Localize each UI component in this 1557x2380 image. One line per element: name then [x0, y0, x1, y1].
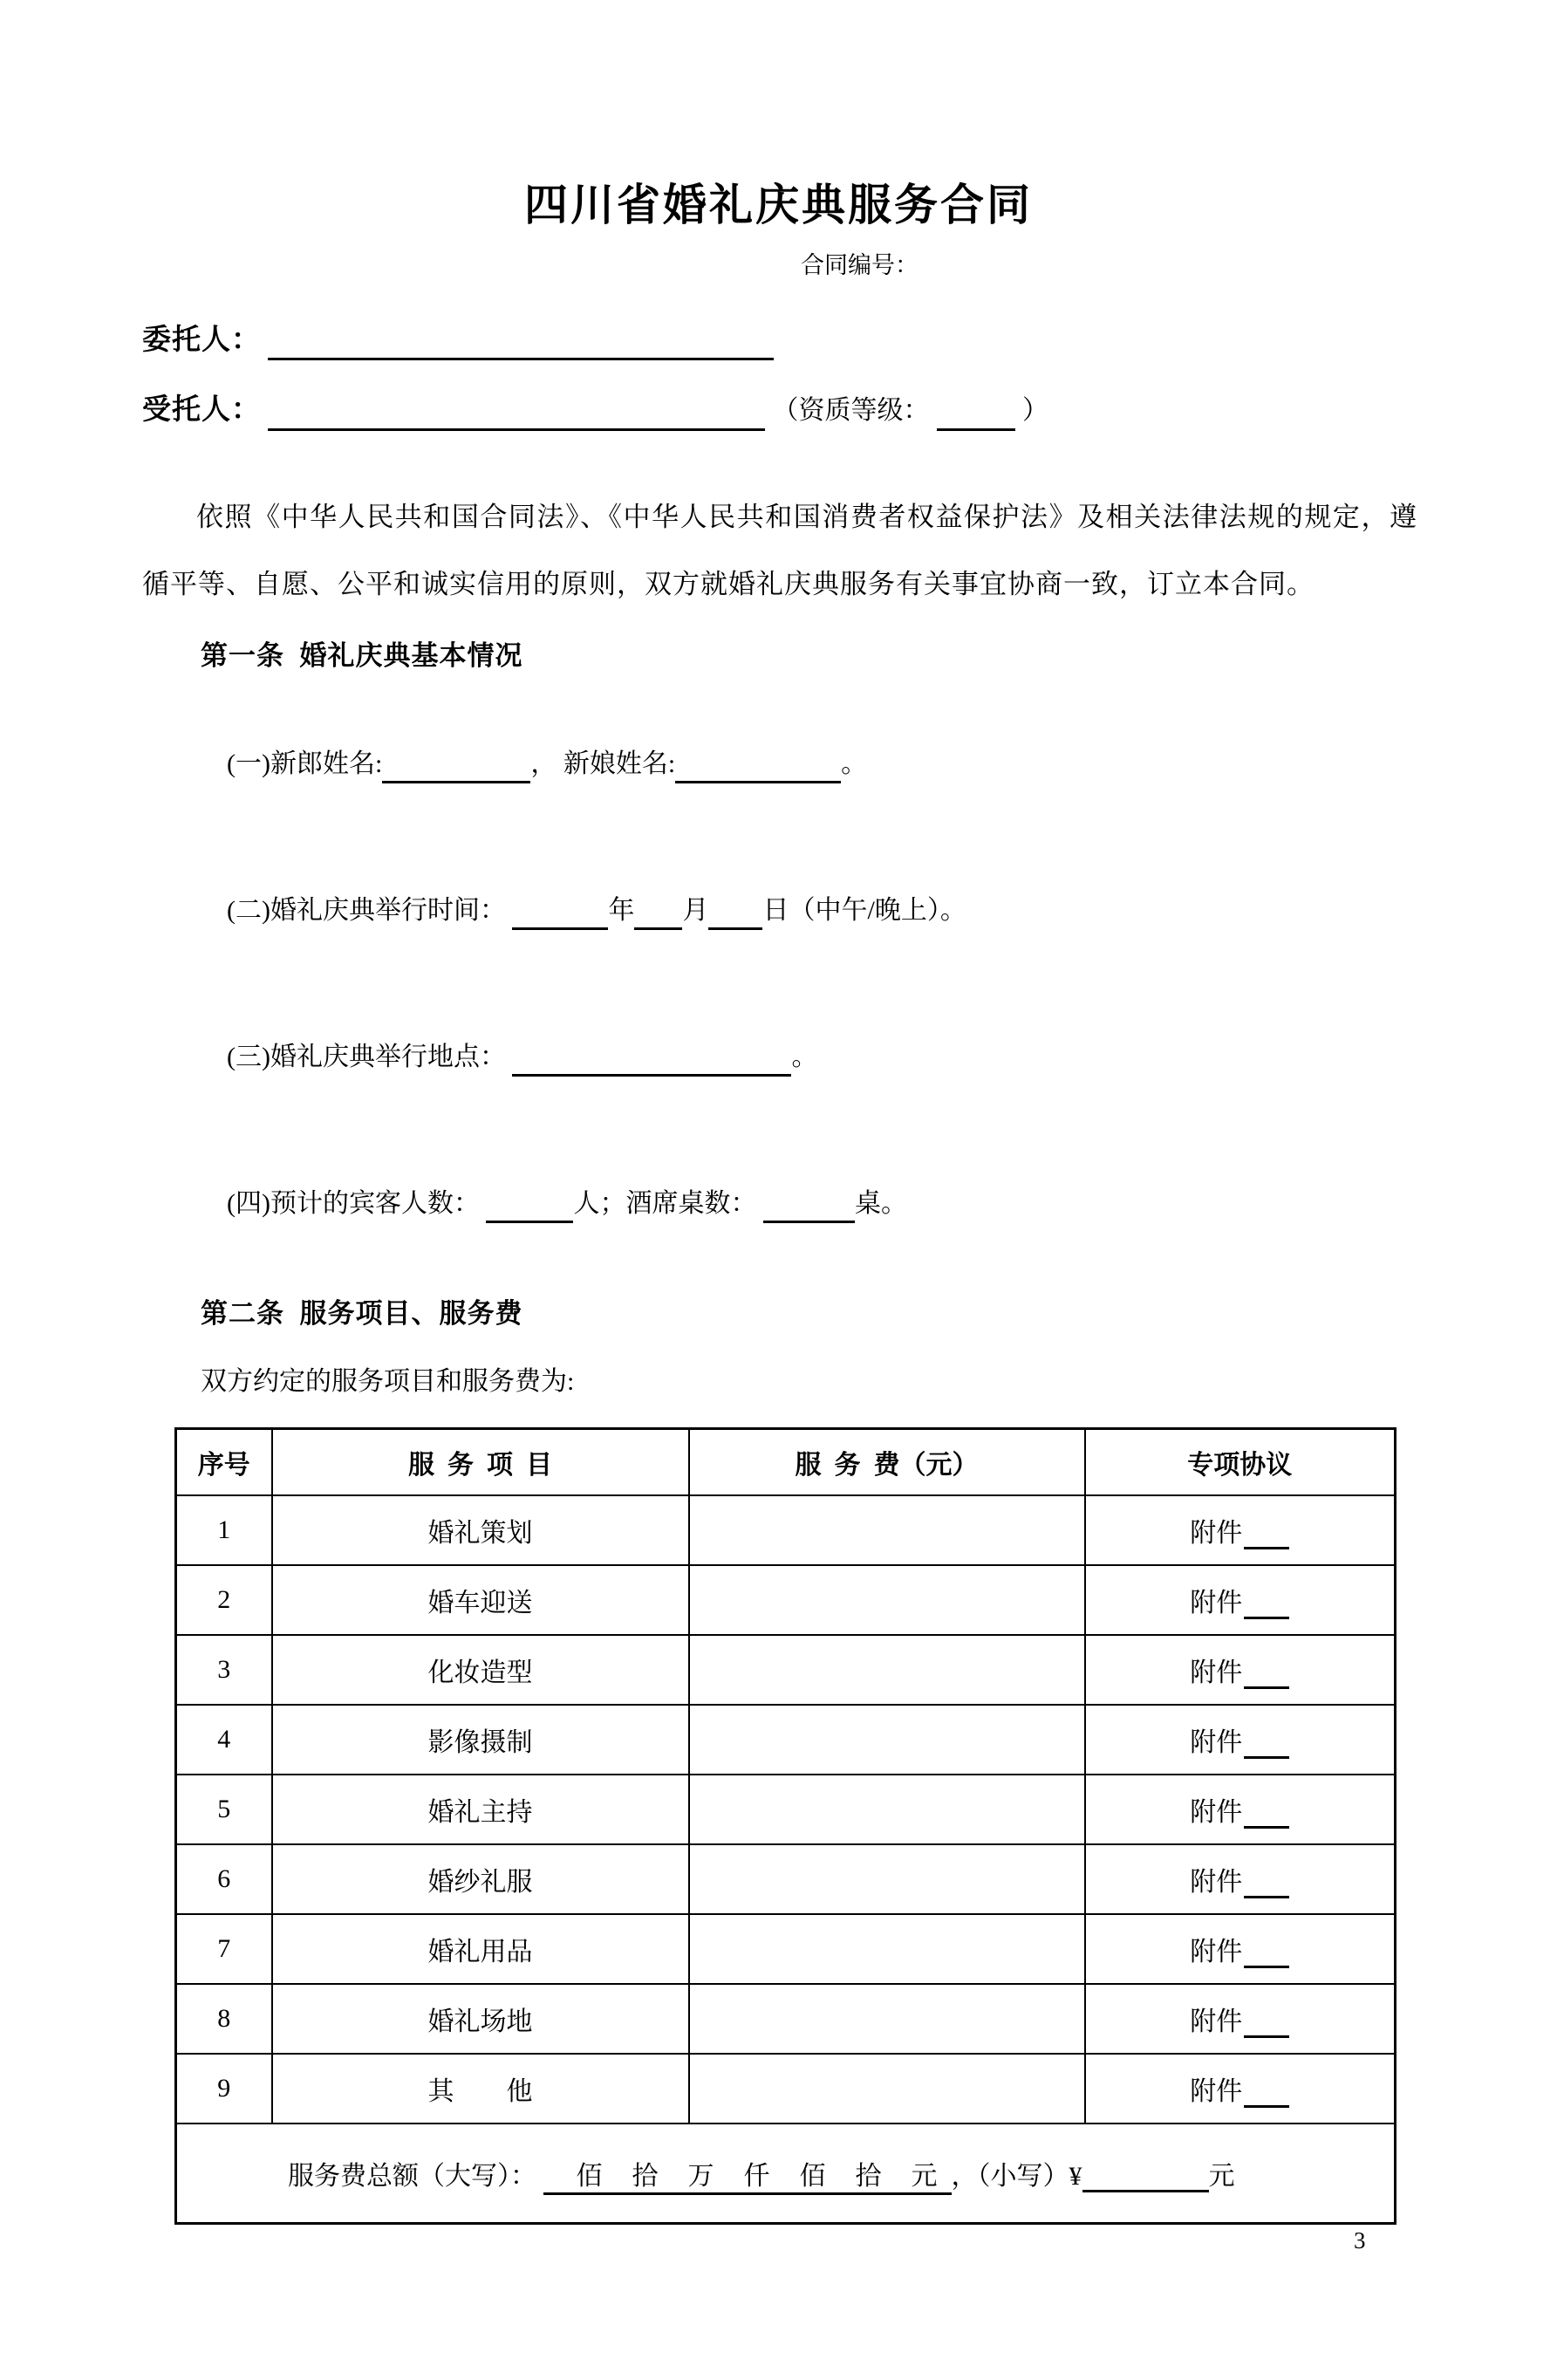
- attachment-number-blank: [1244, 1940, 1289, 1968]
- header-service-item: 服 务 项 目: [272, 1429, 689, 1495]
- row-item: 婚车迎送: [272, 1565, 689, 1635]
- row-item: 影像摄制: [272, 1705, 689, 1775]
- total-prefix: 服务费总额（大写）：: [288, 2161, 543, 2191]
- total-middle: ，（小写）¥: [951, 2161, 1082, 2191]
- item4-end: 桌。: [854, 1189, 907, 1218]
- row-fee: [689, 1635, 1085, 1705]
- attachment-label: 附件: [1190, 1797, 1243, 1827]
- item4-tables-label: 人；酒席桌数：: [573, 1189, 763, 1218]
- article1-heading: 第一条 婚礼庆典基本情况: [201, 640, 523, 671]
- row-fee: [689, 1495, 1085, 1565]
- item3-period: 。: [791, 1043, 818, 1071]
- attachment-number-blank: [1244, 1591, 1289, 1619]
- table-row: [176, 1984, 1396, 2054]
- item4-guests-label: (四)预计的宾客人数：: [227, 1189, 487, 1218]
- row-item: 婚礼用品: [272, 1914, 689, 1984]
- article2-lead: 双方约定的服务项目和服务费为:: [201, 1367, 575, 1396]
- row-agreement: [1085, 1984, 1396, 2054]
- table-header-row: [176, 1429, 1396, 1495]
- table-row: [176, 1495, 1396, 1565]
- row-fee: [689, 1705, 1085, 1775]
- client-label: 委托人：: [142, 325, 261, 356]
- table-row: [176, 2054, 1396, 2124]
- attachment-label: 附件: [1190, 1588, 1243, 1617]
- day-blank: [708, 903, 762, 931]
- row-agreement: [1085, 1705, 1396, 1775]
- bride-name-blank: [675, 756, 841, 784]
- row-agreement: [1085, 1914, 1396, 1984]
- attachment-number-blank: [1244, 1731, 1289, 1759]
- row-item: 化妆造型: [272, 1635, 689, 1705]
- attachment-label: 附件: [1190, 2076, 1243, 2106]
- article1-item4: [201, 1146, 1557, 1262]
- attachment-label: 附件: [1190, 1727, 1243, 1757]
- total-amount-capital-blank: 佰 拾 万 仟 佰 拾 元: [543, 2162, 952, 2195]
- attachment-label: 附件: [1190, 1658, 1243, 1687]
- attachment-number-blank: [1244, 2010, 1289, 2038]
- row-agreement: [1085, 1635, 1396, 1705]
- row-fee: [689, 1914, 1085, 1984]
- attachment-number-blank: [1244, 2080, 1289, 2108]
- table-row: [176, 1775, 1396, 1844]
- place-blank: [512, 1050, 791, 1077]
- contract-number-label: 合同编号：: [801, 252, 918, 278]
- header-no: 序号: [176, 1429, 272, 1495]
- row-no: 6: [176, 1844, 272, 1914]
- table-row: [176, 1635, 1396, 1705]
- month-blank: [634, 903, 682, 931]
- attachment-number-blank: [1244, 1661, 1289, 1689]
- row-no: 4: [176, 1705, 272, 1775]
- total-fee-row: [176, 2124, 1396, 2224]
- attachment-number-blank: [1244, 1522, 1289, 1549]
- header-special-agreement: 专项协议: [1085, 1429, 1396, 1495]
- preamble-paragraph: 依照《中华人民共和国合同法》、《中华人民共和国消费者权益保护法》及相关法律法规的规定，遵循平等、自愿、公平和诚实信用的原则，双方就婚礼庆典服务有关事宜协商一致，订立本合同。: [142, 502, 1417, 599]
- row-fee: [689, 1844, 1085, 1914]
- row-item: 婚纱礼服: [272, 1844, 689, 1914]
- item1-groom-label: (一)新郎姓名:: [227, 749, 383, 778]
- row-agreement: [1085, 1495, 1396, 1565]
- row-no: 1: [176, 1495, 272, 1565]
- row-fee: [689, 2054, 1085, 2124]
- row-no: 5: [176, 1775, 272, 1844]
- attachment-number-blank: [1244, 1870, 1289, 1898]
- attachment-label: 附件: [1190, 1867, 1243, 1897]
- trustee-name-blank: [268, 400, 765, 431]
- item2-day-label: 日（中午/晚上）。: [762, 896, 966, 925]
- qualification-blank: [937, 400, 1015, 431]
- trustee-party-line: [142, 390, 1557, 431]
- row-no: 7: [176, 1914, 272, 1984]
- article2-heading: 第二条 服务项目、服务费: [201, 1298, 523, 1329]
- qualification-close: ）: [1022, 396, 1048, 425]
- row-no: 2: [176, 1565, 272, 1635]
- row-fee: [689, 1984, 1085, 2054]
- guest-count-blank: [486, 1196, 573, 1224]
- table-count-blank: [763, 1196, 855, 1224]
- row-agreement: [1085, 1844, 1396, 1914]
- table-row: [176, 1914, 1396, 1984]
- table-row: [176, 1565, 1396, 1635]
- row-agreement: [1085, 1565, 1396, 1635]
- service-fee-table: [174, 1427, 1397, 2225]
- row-item: 婚礼场地: [272, 1984, 689, 2054]
- row-fee: [689, 1565, 1085, 1635]
- total-suffix: 元: [1208, 2161, 1235, 2191]
- page-title: 四川省婚礼庆典服务合同: [524, 181, 1033, 229]
- row-no: 8: [176, 1984, 272, 2054]
- contract-document-page: [0, 179, 1557, 2380]
- table-row: [176, 1705, 1396, 1775]
- header-service-fee: 服 务 费（元）: [689, 1429, 1085, 1495]
- item2-month-label: 月: [682, 896, 709, 925]
- table-row: [176, 1844, 1396, 1914]
- row-no: 9: [176, 2054, 272, 2124]
- item2-year-label: 年: [608, 896, 635, 925]
- groom-name-blank: [382, 756, 530, 784]
- article1-item1: [201, 707, 1557, 822]
- item1-bride-label: ， 新娘姓名:: [530, 749, 676, 778]
- attachment-label: 附件: [1190, 2007, 1243, 2036]
- page-number: 3: [1354, 2227, 1366, 2253]
- row-fee: [689, 1775, 1085, 1844]
- attachment-label: 附件: [1190, 1937, 1243, 1966]
- attachment-label: 附件: [1190, 1518, 1243, 1548]
- item1-period: 。: [841, 749, 868, 778]
- article1-item3: [201, 1000, 1557, 1115]
- row-agreement: [1085, 1775, 1396, 1844]
- item2-time-label: (二)婚礼庆典举行时间：: [227, 896, 513, 925]
- row-agreement: [1085, 2054, 1396, 2124]
- row-item: 婚礼主持: [272, 1775, 689, 1844]
- year-blank: [512, 903, 608, 931]
- total-amount-numeric-blank: [1082, 2165, 1209, 2192]
- qualification-open: （资质等级：: [772, 396, 930, 425]
- item3-place-label: (三)婚礼庆典举行地点：: [227, 1043, 513, 1071]
- client-name-blank: [268, 330, 774, 360]
- row-no: 3: [176, 1635, 272, 1705]
- row-item: 婚礼策划: [272, 1495, 689, 1565]
- trustee-label: 受托人：: [142, 394, 261, 426]
- row-item: 其 他: [272, 2054, 689, 2124]
- article1-item2: [201, 853, 1557, 968]
- total-fee-cell: [176, 2124, 1396, 2224]
- attachment-number-blank: [1244, 1801, 1289, 1829]
- client-party-line: [142, 320, 1557, 360]
